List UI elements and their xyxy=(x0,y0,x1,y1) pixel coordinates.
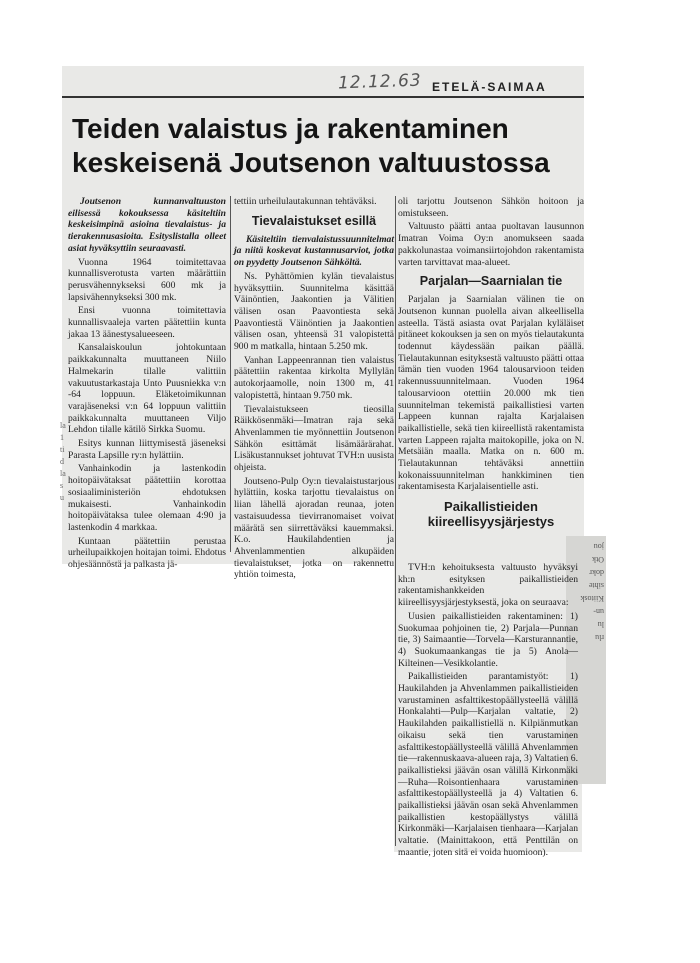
left-fragment-char: ti xyxy=(60,445,65,454)
paragraph: Ensi vuonna toimitettavia kunnallisvaaleja varten päätettiin kunta jakaa 13 äänestysalueeseen. xyxy=(68,305,226,340)
subheading-road-priority: Paikallistieiden kiireellisyysjärjestys xyxy=(427,499,555,530)
handwritten-date: 12.12.63 xyxy=(337,70,423,94)
subheading-street-lighting: Tievalaistukset esillä xyxy=(251,213,377,228)
scrap-line: un- xyxy=(593,607,604,616)
scrap-line: rlu xyxy=(595,633,604,642)
source-rule xyxy=(62,96,584,98)
paragraph: Esitys kunnan liittymisestä jäseneksi Parasta Lapsille ry:n hylättiin. xyxy=(68,438,226,461)
left-fragment-char: 1 xyxy=(60,433,64,442)
article-column-3 xyxy=(398,196,584,534)
article-column-2 xyxy=(234,196,394,583)
paragraph: Joutseno-Pulp Oy:n tievalaistustarjous hylättiin, koska tarjottu tievalaistus on liian lähellä ajoradan reunaa, joten vastaisuudessa tievirranomaiset voivat määrätä sen siirrettäväksi kauemmaksi. K.o. Haukilahdentien ja Ahvenlammentien alkupäiden tievalaistukset, jotka on rakennettu yhtiön toimesta, xyxy=(234,475,394,581)
paragraph: Tievalaistukseen tieosilla Räikkösenmäki—Imatran raja sekä Ahvenlammen tie myönnettiin Joutsenon Sähkön esittämät lisämäärärahat. Lisäkustannukset johtuvat TVH:n uusista ohjeista. xyxy=(234,403,394,474)
paragraph: Paikallistieiden parantamistyöt: 1) Haukilahden ja Ahvenlammen paikallistieiden varustaminen asfalttikestopäällysteellä välillä Honkalahti—Pulp—Karjalan valtatie, 2) Haukilahden paikallistiellä n. Kilpiänmutkan oikaisu sekä tien varustaminen asfalttikestopäällysteellä välillä Ahvenlammen tie—rakennuskaava-alueen raja, 3) Valtatien 6. paikallistieksi jäävän osan välillä Kirkonmäki—Ruha—Roisontienhaara varustaminen asfalttikestopäällysteellä ja 4) Valtatien 6. paikallistieksi jäävän osan sekä Ahvenlammen paikallistien kestopäällystys välillä Kirkonmäki—Karjalaisen tienhaara—Karjalan valtatie. (Mainittakoon, että Penttilän on maantie, joten sitä ei voida huomioon). xyxy=(398,671,578,858)
paragraph: Parjalan ja Saarnialan välinen tie on Joutsenon kunnan puolella aivan alkeellisella asteella. Tästä asiasta ovat Parjalan kyläläiset pitäneet kokouksen ja sen on myös tielautakunta todennut käydessään paikan päällä. Tielautakunnan esityksestä valtuusto päätti ottaa tämän tien vuoden 1964 talousarvioon teiden rakennussuunnitelmaan. Vuoden 1964 talousarvioon otettiin 20.000 mk tien suunnitelman tekemistä paikallistiesi varten Lappeen kunnan rajalta Karjalaisen paikallistielle, sekä tien kiireellistä rakentamista varten Lappeen rajalta maitokopille, joka on N. Metsäiän maalla. Matka on n. 600 m. Tielautakunnan tehtäväksi annettiin kokonaissuunnitelman hankkiminen tien rakentamisesta Karjalaisentielle asti. xyxy=(398,294,584,493)
scrap-line: Kiitosk xyxy=(580,594,604,603)
article-column-1 xyxy=(68,196,226,573)
newspaper-source: ETELÄ-SAIMAA xyxy=(432,80,547,94)
scrap-line: sihte xyxy=(588,581,604,590)
lead-paragraph: Joutsenon kunnanvaltuuston eilisessä kokouksessa käsiteltiin keskeisimpinä asioina tievalaistus- ja tierakennusasioita. Esityslistalla olleet asiat hyväksyttiin seuraavasti. xyxy=(68,196,226,254)
paragraph: Vanhainkodin ja lastenkodin hoitopäivätaksat päätettiin korottaa sosiaaliministeriön ehdotuksen mukaisesti. Vanhainkodin hoitopäivätaksa tulee olemaan 4:90 ja lastenkodin 4 markkaa. xyxy=(68,463,226,533)
column-rule-1 xyxy=(230,196,231,552)
scrap-line: lu xyxy=(597,620,604,629)
paragraph: tettiin urheilulautakunnan tehtäväksi. xyxy=(234,196,377,207)
headline: Teiden valaistus ja rakentaminen keskeisenä Joutsenon valtuustossa xyxy=(72,113,550,178)
left-fragment-char: la xyxy=(60,421,66,430)
left-fragment-char: s xyxy=(60,481,64,490)
left-fragment-char: d xyxy=(60,457,64,466)
paragraph: TVH:n kehoituksesta valtuusto hyväksyi kh:n esityksen paikallistieiden rakentamishankkeiden kiireellisyysjärjestyksestä, joka on seuraava: xyxy=(398,562,578,609)
subheading-parjala-road: Parjalan—Saarnialan tie xyxy=(419,274,563,289)
paragraph: Ns. Pyhättömien kylän tievalaistus hyväksyttiin. Suunnitelma käsittää Väinöntien, Jaakontien ja Välitien välisen osan Paavontiesta sekä Paavontiestä Väinöntien ja Jaakontien välisen osan, yhteensä 31 valopistettä 900 m matkalla, hintaan 5.250 mk. xyxy=(234,270,394,353)
scrap-line: dokr xyxy=(589,568,604,577)
scrap-line: Otk xyxy=(592,555,604,564)
paragraph: oli tarjottu Joutsenon Sähkön hoitoon ja omistukseen. xyxy=(398,196,584,219)
paragraph: Valtuusto päätti antaa puoltavan lausunnon Imatran Voima Oy:n anomukseen saada pakkolunastaa voimansiirtojohdon rakentamista varten tarvittavat maa-alueet. xyxy=(398,221,584,268)
scrap-line: jou xyxy=(593,542,604,551)
left-fragment-char: u xyxy=(60,493,64,502)
article-column-4 xyxy=(398,562,578,861)
paragraph: Uusien paikallistieiden rakentaminen: 1) Suokumaa pohjoinen tie, 2) Parjala—Punnan tie, 3) Saimaantie—Torvela—Karsturannantie, 4) Suokumaankangas tie ja 5) Anola—Kilteinen—Vesikkolantie. xyxy=(398,610,578,669)
lead-paragraph: Käsiteltiin tienvalaistussuunnitelmat ja niitä koskevat kustannusarviot, jotka on pyydetty Joutsenon Sähköltä. xyxy=(234,233,394,269)
paragraph: Vuonna 1964 toimitettavaa kunnallisverotusta varten määrättiin perusvähennykseksi 600 mk ja lapsivähennykseksi 300 mk. xyxy=(68,256,226,303)
paragraph: Kansalaiskoulun johtokuntaan paikkakunnalta muuttaneen Niilo Halmekarin tilalle valittiin vakuutustarkastaja Unto Puusniekka v:n -64 loppuun. Eläketoimikunnan varajäseneksi v:n 64 loppuun valittiin paikkakunnalta muuttaneen Viljo Lehdon tilalle kätilö Sirkka Suomu. xyxy=(68,342,226,436)
left-fragment-char: la xyxy=(60,469,66,478)
column-rule-2 xyxy=(395,196,396,846)
left-edge-fragment xyxy=(60,420,68,504)
paragraph: Kuntaan päätettiin perustaa urheilupaikkojen hoitajan toimi. Ehdotus ohjesäännöstä ja palkasta jä- xyxy=(68,535,226,571)
paragraph: Vanhan Lappeenrannan tien valaistus päätettiin rakentaa kirkolta Myllylän autokorjaamolle, noin 1300 m, 41 valopistettä, hintaan 9.750 mk. xyxy=(234,354,394,401)
